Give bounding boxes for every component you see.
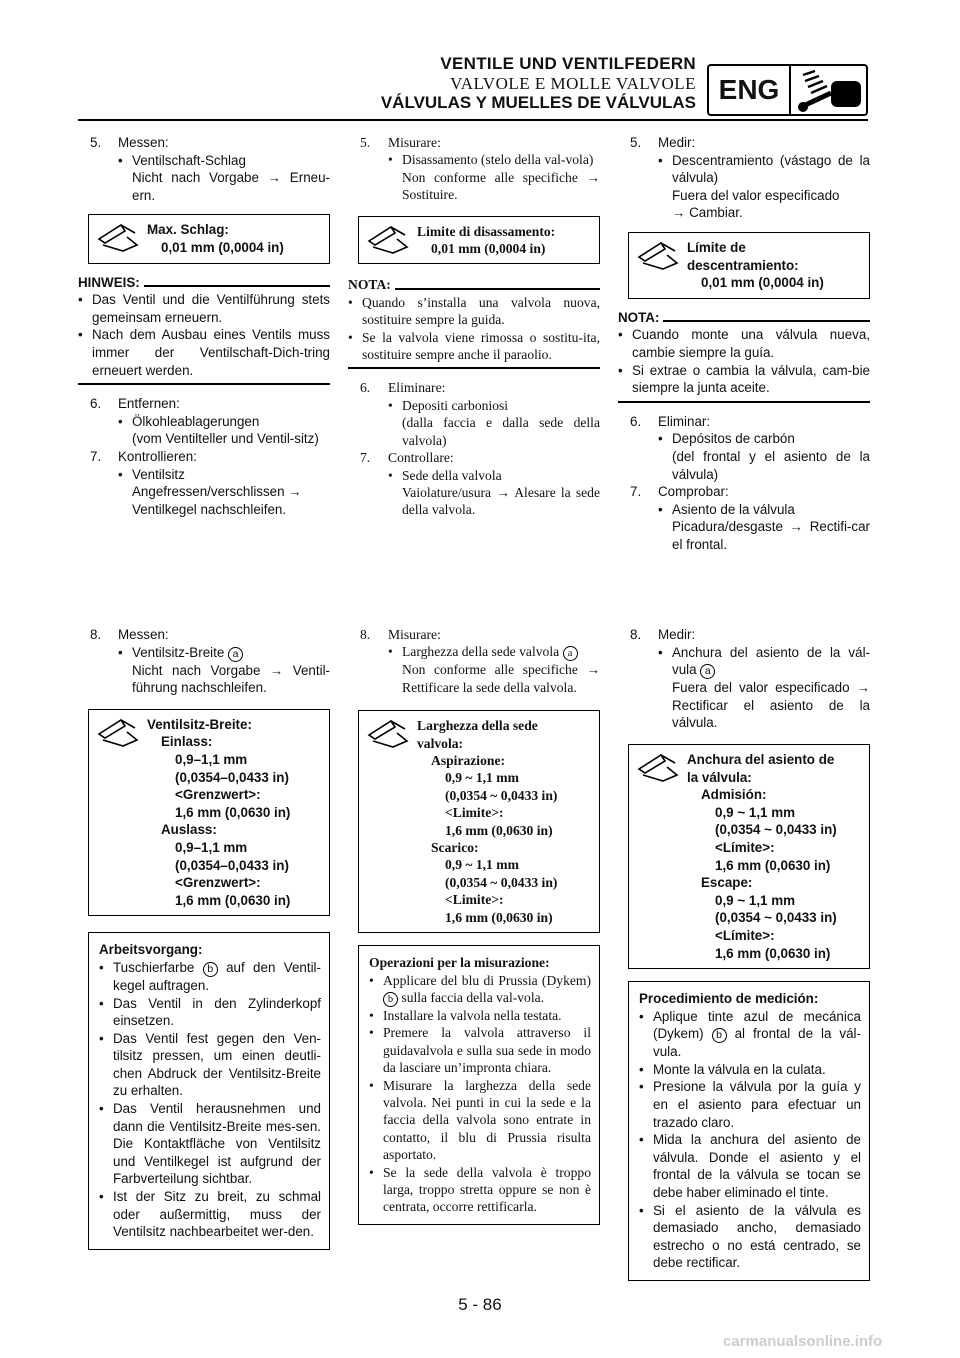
list-item: • Das Ventil fest gegen den Ven-tilsitz pressen, um einen deutli-chen Abdruck der Ventilsitz-Breite zu erhalten. — [99, 1030, 321, 1100]
list-item: • Se la valvola viene rimossa o sostitu-ita, sostituire sempre anche il paraolio. — [348, 329, 600, 364]
step-8: 8. Misurare: • Larghezza della sede valvola a Non conforme alle specifiche → Rettificare la sede della valvola. — [348, 626, 600, 696]
column-it-bottom — [348, 626, 600, 1225]
list-item: • Si el asiento de la válvula es demasiado ancho, demasiado estrecho o no está centrado, se debe rectificar. — [639, 1202, 861, 1272]
spec-box: Anchura del asiento de la válvula: Admisión: 0,9 ~ 1,1 mm (0,0354 ~ 0,0433 in) <Límite>: 1,6 mm (0,0630 in) Escape: 0,9 ~ 1,1 mm (0,0354 ~ 0,0433 in) <Límite>: 1,6 mm (0,0630 in) — [628, 744, 870, 969]
procedure-box — [88, 932, 330, 1250]
note-label: HINWEIS: — [78, 274, 140, 290]
list-item: • Si extrae o cambia la válvula, cam-bie siempre la junta aceite. — [618, 362, 870, 397]
list-item: • Asiento de la válvula — [658, 501, 870, 519]
step-8: 8. Messen: • Ventilsitz-Breite a Nicht nach Vorgabe → Ventil-führung nachschleifen. — [78, 626, 330, 697]
list-item: • Cuando monte una válvula nueva, cambie siempre la guía. — [618, 326, 870, 361]
note-block — [78, 274, 330, 386]
header-rule — [78, 119, 868, 121]
callout-a: a — [700, 664, 715, 679]
procedure-title: Procedimiento de medición: — [639, 991, 819, 1007]
step-6: 6. Eliminar: • Depósitos de carbón (del frontal y el asiento de la válvula) — [618, 413, 870, 483]
list-item: • Ventilschaft-Schlag — [118, 152, 330, 170]
note-label: NOTA: — [348, 277, 391, 293]
callout-a: a — [563, 646, 578, 661]
step-7: 7. Controllare: • Sede della valvola Vaiolature/usura → Alesare la sede della valvola. — [348, 449, 600, 519]
step-7: 7. Comprobar: • Asiento de la válvula Picadura/desgaste → Rectifi-car el frontal. — [618, 483, 870, 553]
list-item: • Applicare del blu di Prussia (Dykem) b sulla faccia della val-vola. — [369, 972, 591, 1007]
header-title-it: VALVOLE E MOLLE VALVOLE — [450, 74, 696, 93]
list-item: • Depositi carboniosi — [388, 397, 600, 414]
procedure-box — [628, 981, 870, 1281]
callout-a: a — [228, 647, 243, 662]
note-block — [618, 309, 870, 403]
list-item: • Larghezza della sede valvola a — [388, 643, 600, 661]
caliper-icon — [637, 753, 679, 785]
list-item: • Premere la valvola attraverso il guidavalvola e sulla sua sede in modo da lasciare un’impronta chiara. — [369, 1024, 591, 1076]
step-5: 5. Messen: • Ventilschaft-Schlag Nicht nach Vorgabe → Erneu-ern. — [78, 134, 330, 204]
list-item: • Ölkohleablagerungen — [118, 413, 330, 431]
list-item: • Sede della valvola — [388, 467, 600, 484]
list-item: • Ventilsitz-Breite a — [118, 644, 330, 662]
column-de-top — [78, 134, 330, 518]
section-badge — [707, 64, 868, 116]
list-item: • Descentramiento (vástago de la válvula) — [658, 152, 870, 187]
list-item: • Depósitos de carbón — [658, 430, 870, 448]
callout-b: b — [203, 962, 218, 977]
list-item: • Presione la válvula por la guía y en el asiento para efectuar un trazado claro. — [639, 1078, 861, 1131]
caliper-icon — [97, 223, 139, 255]
spring-valve-icon — [793, 67, 867, 113]
header-title-es: VÁLVULAS Y MUELLES DE VÁLVULAS — [380, 93, 696, 112]
procedure-title: Arbeitsvorgang: — [99, 942, 203, 958]
step-8: 8. Medir: • Anchura del asiento de la vál-vula a Fuera del valor especificado → Rectificar el asiento de la válvula. — [618, 626, 870, 732]
note-block — [348, 276, 600, 369]
list-item: • Quando s’installa una valvola nuova, sostituire sempre la guida. — [348, 294, 600, 329]
spec-box: Límite de descentramiento: 0,01 mm (0,0004 in) — [628, 232, 870, 299]
callout-b: b — [383, 992, 398, 1007]
list-item: • Ist der Sitz zu breit, zu schmal oder außermittig, muss der Ventilsitz nachbearbeitet wer-den. — [99, 1188, 321, 1241]
list-item: • Das Ventil in den Zylinderkopf einsetzen. — [99, 995, 321, 1030]
caliper-icon — [637, 241, 679, 273]
section-badge-label: ENG — [718, 74, 780, 105]
column-it-top — [348, 134, 600, 519]
note-label: NOTA: — [618, 309, 660, 325]
spec-box: Ventilsitz-Breite: Einlass: 0,9–1,1 mm (0,0354–0,0433 in) <Grenzwert>: 1,6 mm (0,0630 in) Auslass: 0,9–1,1 mm (0,0354–0,0433 in) <Grenzwert>: 1,6 mm (0,0630 in) — [88, 709, 330, 917]
step-6: 6. Entfernen: • Ölkohleablagerungen (vom Ventilteller und Ventil-sitz) — [78, 395, 330, 448]
procedure-box — [358, 945, 600, 1225]
list-item: • Misurare la larghezza della sede valvola. Nei punti in cui la sede e la faccia della valvola sono entrate in contatto, il blu di Prussia risulta asportato. — [369, 1077, 591, 1164]
list-item: • Installare la valvola nella testata. — [369, 1007, 591, 1024]
watermark: carmanualsonline.info — [723, 1333, 883, 1350]
caliper-icon — [367, 719, 409, 751]
callout-b: b — [712, 1028, 727, 1043]
step-5: 5. Misurare: • Disassamento (stelo della val-vola) Non conforme alle specifiche → Sostituire. — [348, 134, 600, 204]
list-item: • Monte la válvula en la culata. — [639, 1061, 861, 1079]
step-6: 6. Eliminare: • Depositi carboniosi (dalla faccia e dalla sede della valvola) — [348, 379, 600, 449]
list-item: • Das Ventil und die Ventilführung stets gemeinsam erneuern. — [78, 291, 330, 326]
list-item: • Se la sede della valvola è troppo larga, troppo stretta oppure se non è centrata, occorre rettificarla. — [369, 1164, 591, 1216]
caliper-icon — [97, 718, 139, 750]
header-title-de: VENTILE UND VENTILFEDERN — [440, 54, 696, 73]
section-badge-divider — [789, 66, 791, 114]
list-item: • Tuschierfarbe b auf den Ventil-kegel auftragen. — [99, 959, 321, 995]
step-5: 5. Medir: • Descentramiento (vástago de la válvula) Fuera del valor especificado → Cambiar. — [618, 134, 870, 222]
list-item: • Mida la anchura del asiento de válvula. Donde el asiento y el frontal de la válvula se tocan se debe haber eliminado el tinte. — [639, 1131, 861, 1201]
procedure-title: Operazioni per la misurazione: — [369, 955, 550, 971]
list-item: • Nach dem Ausbau eines Ventils muss immer der Ventilschaft-Dich-tring erneuert werden. — [78, 326, 330, 379]
spec-box: Limite di disassamento: 0,01 mm (0,0004 in) — [358, 216, 600, 265]
caliper-icon — [367, 225, 409, 257]
page-header — [380, 54, 696, 113]
column-es-top — [618, 134, 870, 553]
spec-box: Larghezza della sede valvola: Aspirazione: 0,9 ~ 1,1 mm (0,0354 ~ 0,0433 in) <Limite>: 1,6 mm (0,0630 in) Scarico: 0,9 ~ 1,1 mm (0,0354 ~ 0,0433 in) <Limite>: 1,6 mm (0,0630 in) — [358, 710, 600, 933]
step-7: 7. Kontrollieren: • Ventilsitz Angefressen/verschlissen → Ventilkegel nachschleifen. — [78, 448, 330, 518]
page-number: 5 - 86 — [458, 1295, 502, 1314]
column-es-bottom — [618, 626, 870, 1281]
list-item: • Disassamento (stelo della val-vola) — [388, 151, 600, 168]
list-item: • Das Ventil herausnehmen und dann die Ventilsitz-Breite mes-sen. Die Kontaktfläche von Ventilsitz und Ventilkegel ist aufgrund der Farbverteilung sichtbar. — [99, 1100, 321, 1188]
list-item: • Anchura del asiento de la vál-vula a — [658, 644, 870, 680]
spec-box: Max. Schlag: 0,01 mm (0,0004 in) — [88, 214, 330, 263]
column-de-bottom — [78, 626, 330, 1250]
list-item: • Ventilsitz — [118, 466, 330, 484]
list-item: • Aplique tinte azul de mecánica (Dykem) b al frontal de la vál-vula. — [639, 1008, 861, 1061]
